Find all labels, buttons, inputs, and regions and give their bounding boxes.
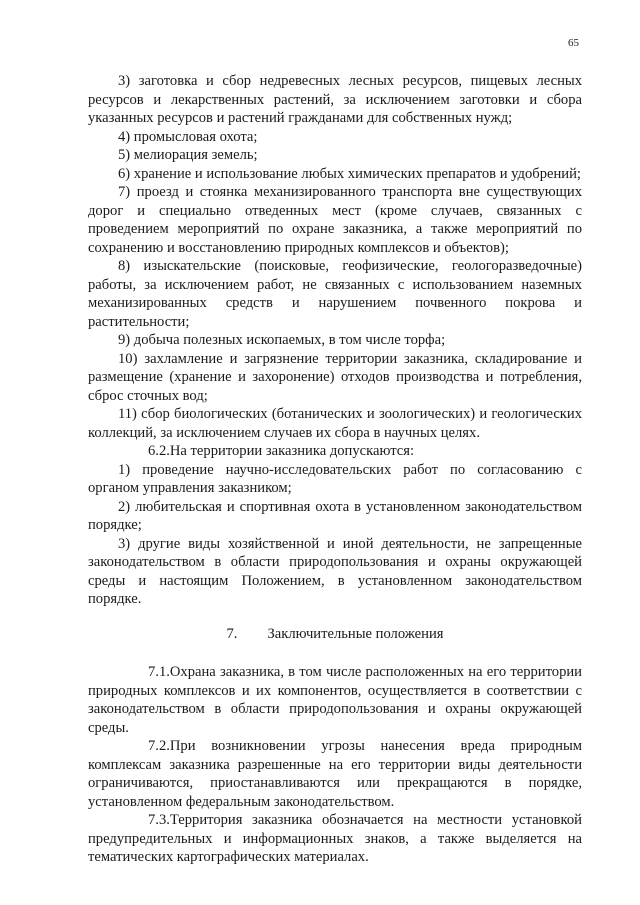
list-item-6-1-5: 5) мелиорация земель; [118,147,258,163]
list-item-6-2-2: 2) любительская и спортивная охота в установленном законодательством порядке; [88,498,582,533]
list-item-6-1-8: 8) изыскательские (поисковые, геофизические, геологоразведочные) работы, за исключением работ, не связанных с использованием наземных механизированных средств и нарушением почвенного покрова и растительности; [88,258,582,330]
list-item-6-1-6: 6) хранение и использование любых химических препаратов и удобрений; [118,165,581,182]
section-number: 7. [226,625,238,642]
list-item-6-1-9: 9) добыча полезных ископаемых, в том числе торфа; [118,332,446,348]
document-body [88,72,582,867]
clause-number: 7.2. [148,738,170,754]
clause-7-1 [88,663,582,737]
clause-text: На территории заказника допускаются: [169,443,414,459]
clause-text: Территория заказника обозначается на местности установкой предупредительных и информационных знаков, а также выделяется на тематических картографических материалах. [88,812,582,865]
clause-6-2 [88,442,582,461]
clause-7-2 [88,737,582,811]
clause-number: 7.3. [148,812,170,828]
list-item-6-1-11: 11) сбор биологических (ботанических и зоологических) и геологических коллекций, за исключением случаев их сбора в научных целях. [88,406,582,441]
list-item-6-1-3: 3) заготовка и сбор недревесных лесных ресурсов, пищевых лесных ресурсов и лекарственных растений, за исключением заготовки и сбора указанных ресурсов и растений гражданами для собственных нужд; [88,73,582,126]
clause-text: Охрана заказника, в том числе расположенных на его территории природных комплексов и их компонентов, осуществляется в соответствии с законодательством в области природопользования и охраны окружающей среды. [88,664,582,736]
list-item-6-1-7: 7) проезд и стоянка механизированного транспорта вне существующих дорог и специально отведенных мест (кроме случаев, связанных с проведением мероприятий по охране заказника, а также мероприятий по сохранению и восстановлению природных комплексов и объектов); [88,184,582,256]
list-item-6-1-10: 10) захламление и загрязнение территории заказника, складирование и размещение (хранение и захоронение) отходов производства и потребления, сброс сточных вод; [88,350,582,404]
clause-number: 7.1. [148,664,170,680]
list-item-6-2-1: 1) проведение научно-исследовательских работ по согласованию с органом управления заказником; [88,461,582,496]
clause-number: 6.2. [148,443,170,459]
section-title-text: Заключительные положения [267,625,444,642]
page-number: 65 [568,37,579,49]
list-item-6-1-4: 4) промысловая охота; [118,128,258,145]
section-heading [88,625,582,644]
clause-text: При возникновении угрозы нанесения вреда природным комплексам заказника разрешенные на его территории виды деятельности ограничиваются, приостанавливаются или прекращаются в порядке, установленном федеральным законодательством. [88,738,582,810]
clause-7-3 [88,811,582,867]
list-item-6-2-3: 3) другие виды хозяйственной и иной деятельности, не запрещенные законодательством в области природопользования и охраны окружающей среды и настоящим Положением, в установленном законодательством порядке. [88,535,582,607]
